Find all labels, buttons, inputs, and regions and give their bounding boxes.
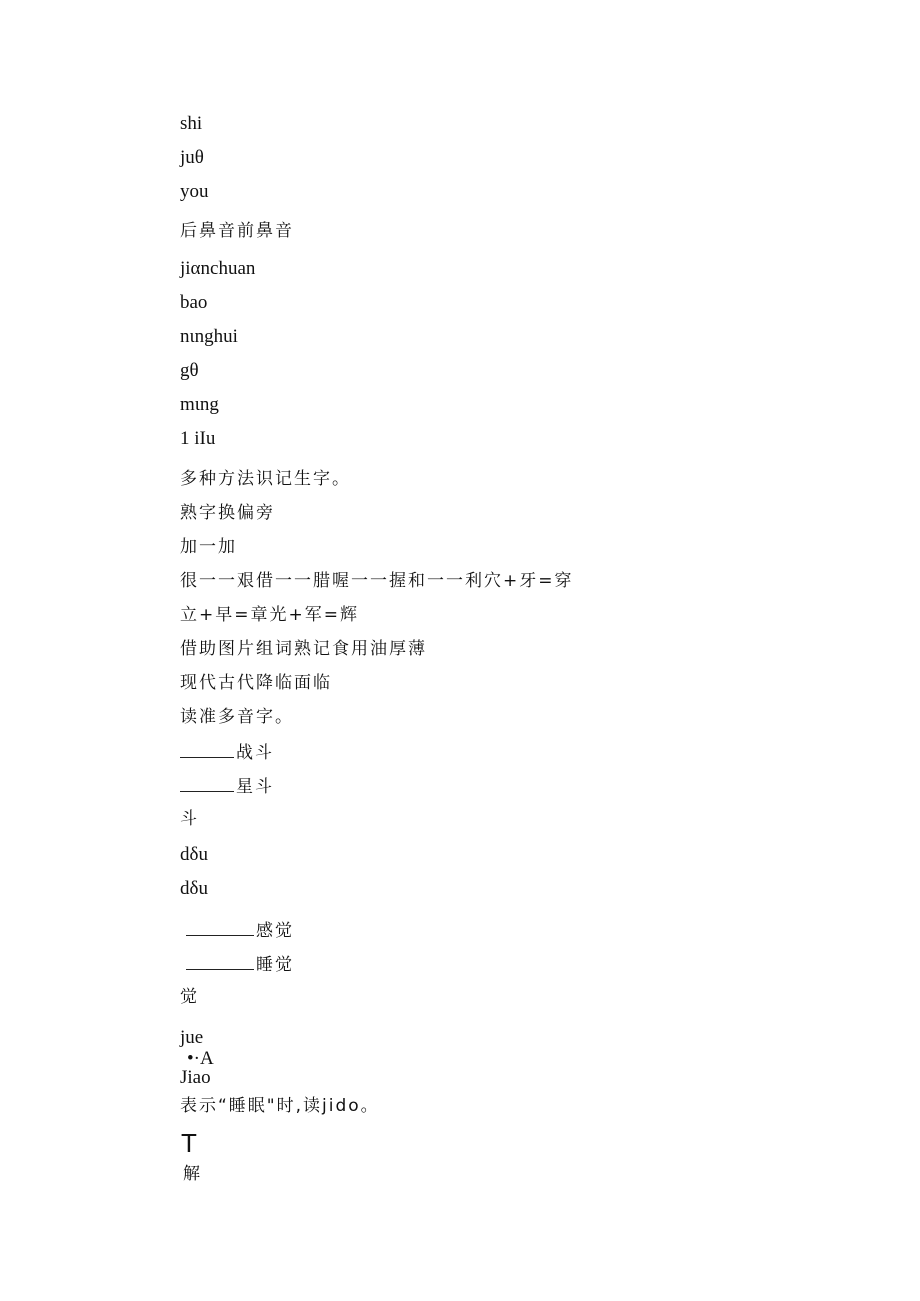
text-line-add: 加一加 — [180, 537, 237, 557]
text-line-words: 现代古代降临面临 — [180, 673, 332, 693]
pinyin-jue: jue — [180, 1027, 204, 1048]
pinyin-line-3: you — [180, 181, 209, 202]
text-line-examples-2: 立+早=章光+军=辉 — [180, 605, 359, 625]
text-line-radical: 熟字换偏旁 — [180, 503, 275, 523]
text-line-pictures: 借助图片组词熟记食用油厚薄 — [180, 639, 427, 659]
pinyin-line-9: 1 iIu — [180, 428, 216, 449]
pinyin-line-8: mιng — [180, 394, 219, 415]
char-jue: 觉 — [180, 987, 199, 1007]
fill-line-xingdou: 星斗 — [180, 777, 274, 796]
pinyin-line-7: gθ — [180, 360, 199, 381]
pinyin-line-1: shi — [180, 113, 203, 134]
pinyin-line-4: jiαnchuan — [180, 258, 256, 279]
method-heading: 多种方法识记生字。 — [180, 469, 351, 489]
letter-t: T — [181, 1128, 197, 1158]
answer-blank[interactable] — [186, 955, 254, 970]
pinyin-jiao: Jiao — [180, 1067, 211, 1088]
fill-line-shuijiao: 睡觉 — [186, 955, 294, 974]
pinyin-dou-2: dδu — [180, 878, 208, 899]
tone-mark-fragment: •·A — [187, 1048, 214, 1069]
nasal-heading: 后鼻音前鼻音 — [180, 221, 294, 241]
note-jiao: 表示“睡眠"时,读jido。 — [180, 1096, 380, 1116]
char-jie: 解 — [183, 1164, 202, 1184]
fill-line-zhandou: 战斗 — [180, 743, 274, 762]
pinyin-dou-1: dδu — [180, 844, 208, 865]
char-dou: 斗 — [180, 809, 199, 829]
pinyin-line-5: bao — [180, 292, 208, 313]
answer-blank[interactable] — [186, 921, 254, 936]
fill-line-ganjue: 感觉 — [186, 921, 294, 940]
text-line-examples-1: 很一一艰借一一腊喔一一握和一一利穴+牙=穿 — [180, 571, 574, 591]
pinyin-line-2: juθ — [180, 147, 204, 168]
answer-blank[interactable] — [180, 777, 234, 792]
answer-blank[interactable] — [180, 743, 234, 758]
polyphone-heading: 读准多音字。 — [180, 707, 294, 727]
pinyin-line-6: nιnghui — [180, 326, 238, 347]
